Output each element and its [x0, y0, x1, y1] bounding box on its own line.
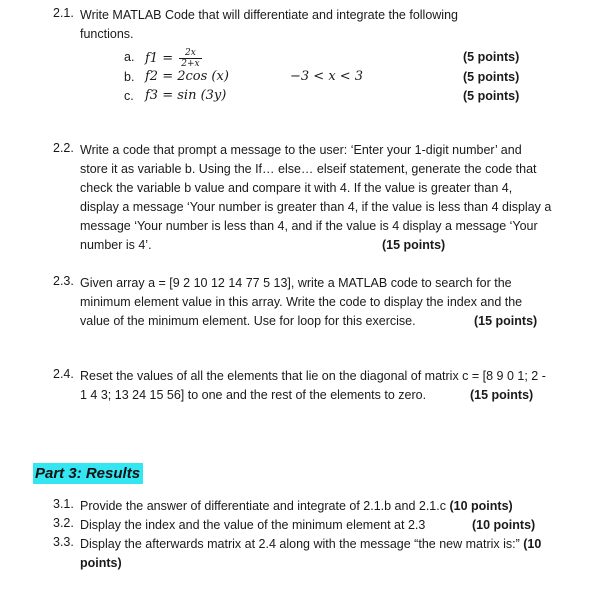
fraction-denominator: 2+x [181, 59, 200, 69]
item-number: 3.1. [53, 497, 74, 511]
fraction [179, 48, 201, 69]
text-line [80, 535, 590, 554]
text-span: Display the index and the value of the minimum element at 2.3 [80, 518, 426, 532]
question-text [80, 6, 580, 44]
question-text [80, 274, 580, 331]
text-line-last [80, 236, 580, 255]
text-line: Given array a = [9 2 10 12 14 77 5 13], write a MATLAB code to search for the [80, 276, 512, 290]
text-span: 1 4 3; 13 24 15 56] to one and the rest of the elements to zero. [80, 388, 427, 402]
function-b: f2 = 2cos (x) [145, 69, 229, 84]
points-label-continued: points) [80, 556, 122, 570]
text-line: store it as variable b. Using the If… else… elseif statement, generate the code that [80, 162, 537, 176]
points-label: (10 points) [449, 499, 513, 513]
points-label: (5 points) [463, 50, 520, 64]
function-a [145, 48, 204, 69]
item-label: b. [124, 70, 135, 84]
fraction-numerator: 2x [179, 48, 201, 59]
text-line [80, 516, 590, 535]
question-text [80, 367, 580, 405]
section-heading-part-3: Part 3: Results [33, 463, 143, 484]
points-label: (5 points) [463, 70, 520, 84]
text-span: Provide the answer of differentiate and integrate of 2.1.b and 2.1.c [80, 499, 446, 513]
result-item [80, 516, 590, 535]
question-number: 2.4. [53, 367, 74, 381]
text-line: message ‘Your number is less than 4, and if the value is 4 display a message ‘Your [80, 219, 538, 233]
points-label: (15 points) [474, 314, 538, 328]
text-line-last [80, 312, 580, 331]
points-label: (15 points) [382, 238, 446, 252]
item-label: c. [124, 89, 134, 103]
result-item [80, 497, 590, 516]
item-number: 3.2. [53, 516, 74, 530]
text-line: Write MATLAB Code that will differentiate and integrate the following [80, 8, 458, 22]
question-text [80, 141, 580, 255]
points-label: (5 points) [463, 89, 520, 103]
text-span: Display the afterwards matrix at 2.4 along with the message “the new matrix is:” [80, 537, 520, 551]
text-line: display a message ‘Your number is greater than 4, if the value is less than 4 display a [80, 200, 552, 214]
points-label: (10 points) [472, 518, 536, 532]
text-line [80, 497, 590, 516]
function-lhs: f1 = [145, 51, 174, 66]
item-label: a. [124, 50, 135, 64]
result-item [80, 535, 590, 573]
text-line: Reset the values of all the elements that lie on the diagonal of matrix c = [8 9 0 1; 2 - [80, 369, 546, 383]
text-line-last [80, 386, 580, 405]
text-line: Write a code that prompt a message to the user: ‘Enter your 1-digit number’ and [80, 143, 522, 157]
question-number: 2.3. [53, 274, 74, 288]
text-line: functions. [80, 27, 134, 41]
domain-range: −3 < x < 3 [290, 69, 364, 84]
text-span: number is 4’. [80, 238, 152, 252]
question-number: 2.1. [53, 6, 74, 20]
text-line: minimum element value in this array. Write the code to display the index and the [80, 295, 523, 309]
text-span: value of the minimum element. Use for loop for this exercise. [80, 314, 416, 328]
item-number: 3.3. [53, 535, 74, 549]
points-label: (15 points) [470, 388, 534, 402]
question-number: 2.2. [53, 141, 74, 155]
text-line: check the variable b value and compare it with 4. If the value is greater than 4, [80, 181, 513, 195]
points-label: (10 [523, 537, 542, 551]
function-c: f3 = sin (3y) [145, 88, 227, 103]
